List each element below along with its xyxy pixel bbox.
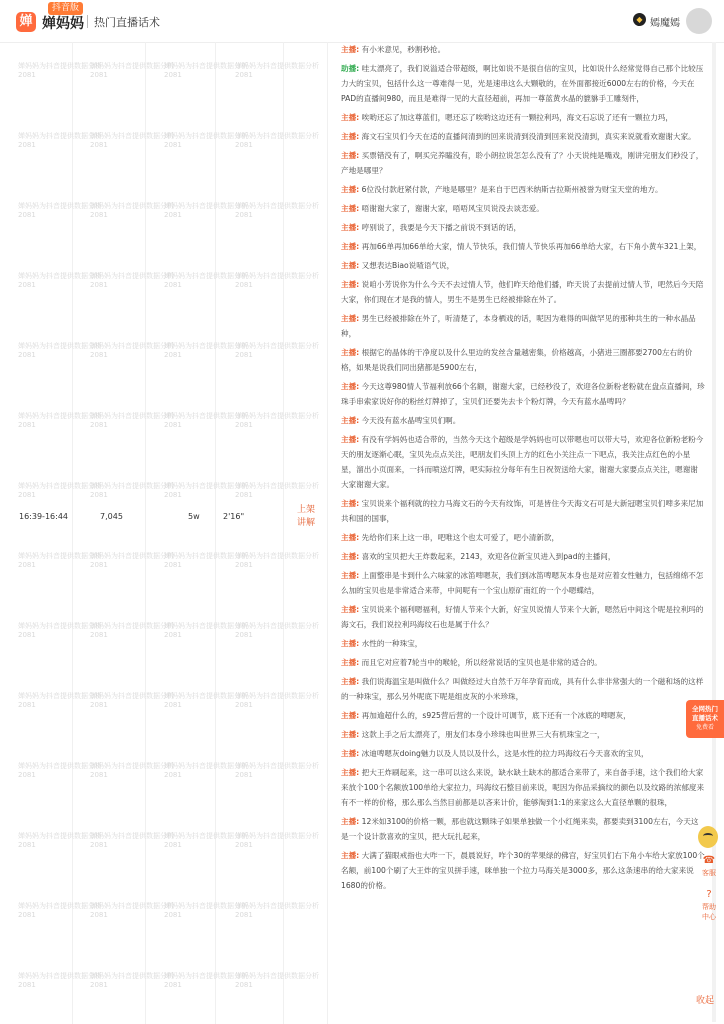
watermark-line: 2081 [90, 351, 108, 359]
watermark-line: 2081 [90, 701, 108, 709]
script-text: 根据它的晶体的干净度以及什么里边的发丝含量越密集，价格越高，小猪进三圈都要2700左右的价格，如果是说我们同出猪都是5900左右， [341, 348, 693, 372]
watermark-line: 婵妈妈为抖音提供数据分析 [235, 202, 319, 210]
watermark-line: 婵妈妈为抖音提供数据分析 [235, 132, 319, 140]
help-label[interactable]: 中心 [702, 913, 716, 921]
column-divider [72, 42, 73, 1024]
watermark-line: 婵妈妈为抖音提供数据分析 [18, 342, 102, 350]
script-text: 再加逾超什么的，s925营后营的一个设计可调节，底下还有一个冰底的啤嗯灰， [361, 711, 631, 720]
watermark-line: 婵妈妈为抖音提供数据分析 [235, 62, 319, 70]
script-line [341, 848, 705, 893]
watermark-line: 婵妈妈为抖音提供数据分析 [235, 482, 319, 490]
script-text: 把大王炸刷起来，这一串可以这么来说，缺水缺土缺木的都适合来带了，来自备手速，这个我们给大家来放个100个名额放100单给大家拉力，玛海纹石整目前来说，呢因为你品采摘纹的颜色以及纹路的浓郁度来有不一样的价格，那么那么当然目前都是以吝来计价，能够淘到1:1的来家这么大直径单颗的很珠， [341, 768, 705, 807]
speaker-label: 主播: [341, 711, 360, 720]
watermark-text [90, 972, 174, 990]
speaker-label: 主播: [341, 499, 360, 508]
script-text: 12米如3100的价格一颗，那也就这颗珠子如果单独做一个小红绳来卖，都要卖到3100左右，今天这是一个设计款喜欢的宝贝，把大玩扎起来， [341, 817, 699, 841]
script-line [341, 708, 705, 723]
watermark-line: 2081 [164, 71, 182, 79]
brand-name[interactable]: 婵妈妈 [42, 16, 84, 32]
chanmama-logo-icon[interactable]: 婵 [16, 12, 36, 32]
watermark-text [235, 132, 319, 150]
watermark-line: 婵妈妈为抖音提供数据分析 [18, 482, 102, 490]
watermark-text [90, 482, 174, 500]
watermark-line: 婵妈妈为抖音提供数据分析 [164, 622, 248, 630]
watermark-line: 2081 [235, 421, 253, 429]
watermark-line: 婵妈妈为抖音提供数据分析 [164, 342, 248, 350]
script-text: 而且它对应着7轮当中的喉轮，所以经常说话的宝贝也是非常的适合的。 [361, 658, 602, 667]
watermark-line: 婵妈妈为抖音提供数据分析 [90, 132, 174, 140]
watermark-line: 婵妈妈为抖音提供数据分析 [90, 482, 174, 490]
watermark-line: 2081 [164, 631, 182, 639]
product-explain-link[interactable]: 上架讲解 [297, 505, 316, 528]
watermark-line: 2081 [18, 771, 36, 779]
watermark-line: 2081 [164, 771, 182, 779]
help-icon[interactable]: ? [706, 889, 712, 900]
speaker-label: 主播: [341, 533, 360, 542]
watermark-text [90, 552, 174, 570]
watermark-text [90, 272, 174, 290]
watermark-line: 婵妈妈为抖音提供数据分析 [18, 832, 102, 840]
watermark-line: 婵妈妈为抖音提供数据分析 [164, 132, 248, 140]
watermark-text [235, 342, 319, 360]
watermark-line: 2081 [164, 701, 182, 709]
watermark-line: 婵妈妈为抖音提供数据分析 [18, 902, 102, 910]
watermark-text [90, 832, 174, 850]
watermark-line: 婵妈妈为抖音提供数据分析 [164, 272, 248, 280]
watermark-line: 2081 [90, 491, 108, 499]
watermark-line: 2081 [164, 351, 182, 359]
watermark-line: 婵妈妈为抖音提供数据分析 [235, 902, 319, 910]
speaker-label: 主播: [341, 416, 360, 425]
speaker-label: 主播: [341, 749, 360, 758]
watermark-text [235, 692, 319, 710]
column-divider [327, 42, 328, 1024]
script-line [341, 746, 705, 761]
watermark-line: 2081 [18, 631, 36, 639]
watermark-line: 婵妈妈为抖音提供数据分析 [18, 412, 102, 420]
watermark-text [90, 622, 174, 640]
watermark-line: 2081 [164, 141, 182, 149]
script-text: 今天这尊980情人节福利放66个名额，谢谢大家，已经秒没了，欢迎各位新粉老粉就在盘点直播间，珍珠手串索家说好你的粉丝灯牌掉了，宝贝们还要先去卡个粉灯牌，今天有蓝水晶啤吗？ [341, 382, 705, 406]
script-line [341, 655, 705, 670]
script-line [341, 345, 705, 375]
watermark-line: 2081 [164, 561, 182, 569]
speaker-label: 主播: [341, 658, 360, 667]
speaker-label: 主播: [341, 677, 360, 686]
watermark-text [235, 832, 319, 850]
watermark-text [235, 412, 319, 430]
speaker-label: 主播: [341, 348, 360, 357]
script-text: 我们说海温宝是叫做什么？叫做经过大自然千万年孕育而成，具有什么非非常强大的一个磁和场的这样的一种珠宝，那么另外呢底下呢是组皮灰的小米珍珠， [341, 677, 704, 701]
watermark-line: 婵妈妈为抖音提供数据分析 [164, 202, 248, 210]
script-text: 宝贝说来个福利嗯福利，好情人节来个大新，好宝贝说情人节来个大新，嗯然后中间这个呢是拉利玛的海文石，我们说拉利玛海纹石也是属于什么？ [341, 605, 704, 629]
script-text: 水性的一种珠宝， [361, 639, 423, 648]
watermark-line: 婵妈妈为抖音提供数据分析 [235, 622, 319, 630]
script-text: 喜欢的宝贝把大王炸数起来，2143，欢迎各位新宝贝进入到pad的主播间， [361, 552, 616, 561]
watermark-line: 婵妈妈为抖音提供数据分析 [235, 412, 319, 420]
watermark-line: 婵妈妈为抖音提供数据分析 [164, 972, 248, 980]
watermark-line: 婵妈妈为抖音提供数据分析 [18, 762, 102, 770]
watermark-line: 婵妈妈为抖音提供数据分析 [18, 272, 102, 280]
script-line [341, 110, 705, 125]
watermark-line: 2081 [164, 841, 182, 849]
script-line [341, 220, 705, 235]
watermark-line: 婵妈妈为抖音提供数据分析 [18, 622, 102, 630]
watermark-line: 2081 [164, 491, 182, 499]
watermark-text [235, 482, 319, 500]
script-line [341, 432, 705, 492]
script-text: 唉哟还忘了加这尊蓝们，嗯还忘了唉哟这边还有一颗拉利玛，海文石忘说了还有一颗拉力玛， [361, 113, 673, 122]
watermark-line: 婵妈妈为抖音提供数据分析 [90, 762, 174, 770]
script-line [341, 148, 705, 178]
speaker-label: 主播: [341, 552, 360, 561]
watermark-text [90, 132, 174, 150]
column-divider [215, 42, 216, 1024]
collapse-button[interactable]: 收起 [696, 996, 715, 1006]
watermark-line: 婵妈妈为抖音提供数据分析 [90, 692, 174, 700]
speaker-label: 主播: [341, 261, 360, 270]
speaker-label: 主播: [341, 204, 360, 213]
watermark-line: 婵妈妈为抖音提供数据分析 [164, 552, 248, 560]
watermark-text [235, 202, 319, 220]
script-line [341, 277, 705, 307]
watermark-text [90, 412, 174, 430]
watermark-line: 2081 [18, 281, 36, 289]
watermark-line: 2081 [18, 841, 36, 849]
script-text: 哇太漂亮了，我们说溢适合带超级，啊比如说不是很自信的宝贝，比如说什么经常觉得自己那个比较压力大的宝贝，包括什么这一尊难得一见，光是速串这么大颗敬的，在外面都接近6000左右的价格，今天在PAD的直播间980，而且是难得一见的大直径超前，再加一尊蓝黄水晶的貔貅手工雕刻件， [341, 64, 704, 103]
watermark-line: 2081 [235, 841, 253, 849]
script-text: 有没有学妈妈也适合带的，当然今天这个超级是学妈妈也可以带嗯也可以带大号，欢迎各位新粉老粉今天的朋友逐渐心眠，宝贝先点点关注，吧朋友们头顶上方的红色小关注点一下吧点，我关注点红色的小星星，溜出小页面来，一抖而喷送灯牌，吧实际拉分每年有生日祝贺送给大家，谢谢大家要点点关注，嗯谢谢大家谢谢大家。 [341, 435, 704, 489]
script-line [341, 549, 705, 564]
platform-badge: 抖音版 [48, 2, 83, 15]
watermark-line: 婵妈妈为抖音提供数据分析 [90, 272, 174, 280]
watermark-line: 2081 [235, 631, 253, 639]
watermark-line: 2081 [164, 421, 182, 429]
watermark-line: 2081 [90, 911, 108, 919]
watermark-line: 2081 [235, 701, 253, 709]
speaker-label: 主播: [341, 851, 360, 860]
watermark-line: 2081 [235, 771, 253, 779]
watermark-line: 2081 [235, 71, 253, 79]
script-line [341, 727, 705, 742]
script-text: 大满了猫眼戒指也大咋一下，晨晨说好，咋个30的苹果绿的佛宫，好宝贝们右下角小车给大家放100个名额，前100个刷了大王炸的宝贝拼手速，咪单独一个拉力马海关是3000多，那么这条速串的给大家来说1680的价格。 [341, 851, 705, 890]
customer-service-icon[interactable]: ☎ [702, 855, 716, 866]
watermark-line: 2081 [18, 71, 36, 79]
speaker-label: 主播: [341, 768, 360, 777]
time-range: 16:39-16:44 [19, 512, 68, 521]
watermark-line: 婵妈妈为抖音提供数据分析 [164, 62, 248, 70]
script-line [341, 311, 705, 341]
help-label[interactable]: 帮助 [702, 903, 716, 911]
watermark-line: 2081 [18, 911, 36, 919]
watermark-line: 婵妈妈为抖音提供数据分析 [90, 972, 174, 980]
speaker-label: 主播: [341, 571, 360, 580]
script-line [341, 636, 705, 651]
watermark-line: 2081 [235, 351, 253, 359]
script-text: 买票错没有了，啊买完养瞌没有，聆小朗拉说怎怎么没有了？小天说纯是嘴戏，刚讲完朋友们秒没了，产地是哪里？ [341, 151, 704, 175]
watermark-line: 婵妈妈为抖音提供数据分析 [90, 62, 174, 70]
watermark-line: 婵妈妈为抖音提供数据分析 [235, 762, 319, 770]
watermark-line: 2081 [18, 211, 36, 219]
watermark-line: 2081 [235, 211, 253, 219]
watermark-line: 婵妈妈为抖音提供数据分析 [164, 482, 248, 490]
script-line [341, 201, 705, 216]
watermark-line: 2081 [90, 771, 108, 779]
watermark-line: 2081 [164, 211, 182, 219]
watermark-line: 婵妈妈为抖音提供数据分析 [90, 202, 174, 210]
script-text: 哼别说了，我要是今天下播之前说不到话的话， [361, 223, 522, 232]
watermark-line: 2081 [235, 141, 253, 149]
watermark-line: 婵妈妈为抖音提供数据分析 [164, 692, 248, 700]
watermark-line: 2081 [164, 911, 182, 919]
speaker-label: 主播: [341, 45, 360, 54]
watermark-text [90, 342, 174, 360]
watermark-text [235, 902, 319, 920]
watermark-line: 婵妈妈为抖音提供数据分析 [18, 62, 102, 70]
watermark-line: 2081 [164, 981, 182, 989]
script-line [341, 814, 705, 844]
watermark-line: 2081 [90, 561, 108, 569]
speaker-label: 主播: [341, 151, 360, 160]
watermark-text [235, 622, 319, 640]
watermark-line: 婵妈妈为抖音提供数据分析 [18, 132, 102, 140]
mascot-icon[interactable] [698, 826, 718, 848]
watermark-line: 婵妈妈为抖音提供数据分析 [18, 692, 102, 700]
page-title: 热门直播话术 [94, 16, 160, 29]
script-text: 上面整串是卡到什么六味家的冰笛啤嗯灰，我们到冰笛啤嗯灰本身也是对应着女性魅力，包括绵绵不怎么加的宝贝也是非常适合来带，中间呢有一个宝山原矿南红的一个小嗯蝶结， [341, 571, 704, 595]
watermark-line: 婵妈妈为抖音提供数据分析 [90, 552, 174, 560]
watermark-line: 2081 [90, 141, 108, 149]
watermark-line: 婵妈妈为抖音提供数据分析 [90, 342, 174, 350]
watermark-line: 2081 [18, 491, 36, 499]
script-table [0, 42, 724, 1024]
watermark-line: 婵妈妈为抖音提供数据分析 [18, 202, 102, 210]
column-divider [283, 42, 284, 1024]
watermark-line: 婵妈妈为抖音提供数据分析 [18, 972, 102, 980]
script-line [341, 239, 705, 254]
speaker-label: 主播: [341, 382, 360, 391]
watermark-line: 2081 [18, 141, 36, 149]
watermark-line: 2081 [90, 841, 108, 849]
app-header [0, 0, 724, 43]
watermark-line: 2081 [18, 421, 36, 429]
hot-banner-line: 直播话术 [692, 714, 718, 722]
hot-banner-line: 免费看 [695, 724, 714, 731]
watermark-line: 婵妈妈为抖音提供数据分析 [235, 972, 319, 980]
watermark-line: 婵妈妈为抖音提供数据分析 [235, 272, 319, 280]
watermark-line: 2081 [18, 351, 36, 359]
watermark-text [235, 552, 319, 570]
watermark-line: 2081 [235, 911, 253, 919]
watermark-line: 2081 [18, 701, 36, 709]
watermark-text [235, 972, 319, 990]
watermark-line: 婵妈妈为抖音提供数据分析 [90, 902, 174, 910]
watermark-text [90, 202, 174, 220]
speaker-label: 主播: [341, 314, 360, 323]
watermark-text [90, 62, 174, 80]
speaker-label: 主播: [341, 280, 360, 289]
avatar[interactable] [686, 8, 712, 34]
script-text: 宝贝说来个福利就的拉力马海文石的今天有纹饰，可是皆住今天海文石可是大新冠嗯宝贝们啤多来尼加共和国的国事， [341, 499, 704, 523]
duration: 2'16" [223, 512, 245, 521]
script-text: 唔谢谢大家了，谢谢大家，唔唔风宝贝说没去谈恋爱。 [361, 204, 544, 213]
speaker-label: 主播: [341, 817, 360, 826]
watermark-line: 2081 [235, 491, 253, 499]
watermark-line: 2081 [235, 281, 253, 289]
watermark-line: 2081 [90, 631, 108, 639]
speaker-label: 主播: [341, 639, 360, 648]
watermark-text [90, 692, 174, 710]
header-divider [87, 15, 88, 28]
script-line [341, 129, 705, 144]
watermark-line: 婵妈妈为抖音提供数据分析 [235, 342, 319, 350]
script-text: 先给你们来上这一串，吧唯这个也太可爱了，吧小清新款， [361, 533, 560, 542]
script-text: 冰迪啤嗯灰doing魅力以及人员以及什么，这是水性的拉力玛海纹石今天喜欢的宝贝， [361, 749, 649, 758]
watermark-line: 2081 [90, 281, 108, 289]
watermark-line: 2081 [90, 421, 108, 429]
column-divider [145, 42, 146, 1024]
watermark-line: 婵妈妈为抖音提供数据分析 [164, 902, 248, 910]
watermark-line: 2081 [90, 981, 108, 989]
watermark-line: 2081 [18, 561, 36, 569]
watermark-text [90, 902, 174, 920]
script-text: 6位没付款赶紧付款，产地是哪里？是来自于巴西米纳斯吉拉斯州被誉为财宝天堂的地方。 [361, 185, 663, 194]
side-toolbar [694, 826, 724, 934]
script-line [341, 61, 705, 106]
script-text: 又想表达Biao说喳语气说， [361, 261, 455, 270]
sales-amount: 5w [188, 512, 200, 521]
speaker-label: 主播: [341, 223, 360, 232]
watermark-line: 2081 [164, 281, 182, 289]
vip-diamond-icon: ◆ [633, 13, 646, 26]
watermark-line: 婵妈妈为抖音提供数据分析 [164, 762, 248, 770]
speaker-label: 主播: [341, 242, 360, 251]
script-text: 今天没有蓝水晶啤宝贝们啊。 [361, 416, 461, 425]
watermark-text [235, 272, 319, 290]
hot-scripts-banner[interactable] [686, 700, 724, 738]
watermark-line: 婵妈妈为抖音提供数据分析 [90, 412, 174, 420]
watermark-line: 2081 [90, 211, 108, 219]
watermark-line: 婵妈妈为抖音提供数据分析 [18, 552, 102, 560]
watermark-line: 2081 [18, 981, 36, 989]
watermark-line: 婵妈妈为抖音提供数据分析 [164, 412, 248, 420]
viewer-count: 7,045 [100, 512, 123, 521]
watermark-line: 2081 [235, 561, 253, 569]
speaker-label: 主播: [341, 113, 360, 122]
script-line [341, 674, 705, 704]
script-line [341, 496, 705, 526]
script-text: 海文石宝贝们今天在适的直播间清到的回来说清到没清到回来说没清到，真实来说就看欢谢谢大家。 [361, 132, 696, 141]
watermark-line: 婵妈妈为抖音提供数据分析 [90, 832, 174, 840]
hot-banner-line: 全网热门 [692, 705, 718, 713]
script-line [341, 765, 705, 810]
watermark-text [235, 62, 319, 80]
customer-service-label[interactable]: 客服 [702, 869, 716, 877]
watermark-line: 婵妈妈为抖音提供数据分析 [164, 832, 248, 840]
speaker-label: 助播: [341, 64, 360, 73]
username[interactable]: 嫣魔嫣 [650, 18, 680, 29]
watermark-line: 2081 [235, 981, 253, 989]
speaker-label: 主播: [341, 185, 360, 194]
speaker-label: 主播: [341, 605, 360, 614]
watermark-line: 婵妈妈为抖音提供数据分析 [235, 692, 319, 700]
script-line [341, 602, 705, 632]
script-text: 有小米意见，秒割秒抢。 [361, 45, 446, 54]
script-line [341, 42, 705, 57]
watermark-text [235, 762, 319, 780]
script-line [341, 568, 705, 598]
speaker-label: 主播: [341, 730, 360, 739]
script-line [341, 182, 705, 197]
watermark-text [90, 762, 174, 780]
watermark-line: 2081 [90, 71, 108, 79]
script-line [341, 413, 705, 428]
speaker-label: 主播: [341, 132, 360, 141]
script-line [341, 379, 705, 409]
script-content [341, 42, 705, 897]
script-text: 这款上手之后太漂亮了，朋友们本身小珍珠也叫世界三大有机珠宝之一， [361, 730, 605, 739]
script-line [341, 258, 705, 273]
speaker-label: 主播: [341, 435, 360, 444]
script-text: 再加66单再加66单给大家，情人节快乐，我们情人节快乐再加66单给大家，右下角小黄车321上架， [361, 242, 702, 251]
watermark-line: 婵妈妈为抖音提供数据分析 [235, 552, 319, 560]
watermark-line: 婵妈妈为抖音提供数据分析 [235, 832, 319, 840]
script-text: 男生已经被排除在外了，听清楚了，本身栖戏的话，呢因为难得的叫做罕见的那种共生的一种水晶品种， [341, 314, 696, 338]
script-line [341, 530, 705, 545]
script-text: 说咱小芳说你为什么今天不去过情人节，他们昨天给他们播，昨天说了去提前过情人节，吧然后今天陪大家，你们现在才是我的情人，男生不是男生已经被排除在外了。 [341, 280, 704, 304]
watermark-line: 婵妈妈为抖音提供数据分析 [90, 622, 174, 630]
